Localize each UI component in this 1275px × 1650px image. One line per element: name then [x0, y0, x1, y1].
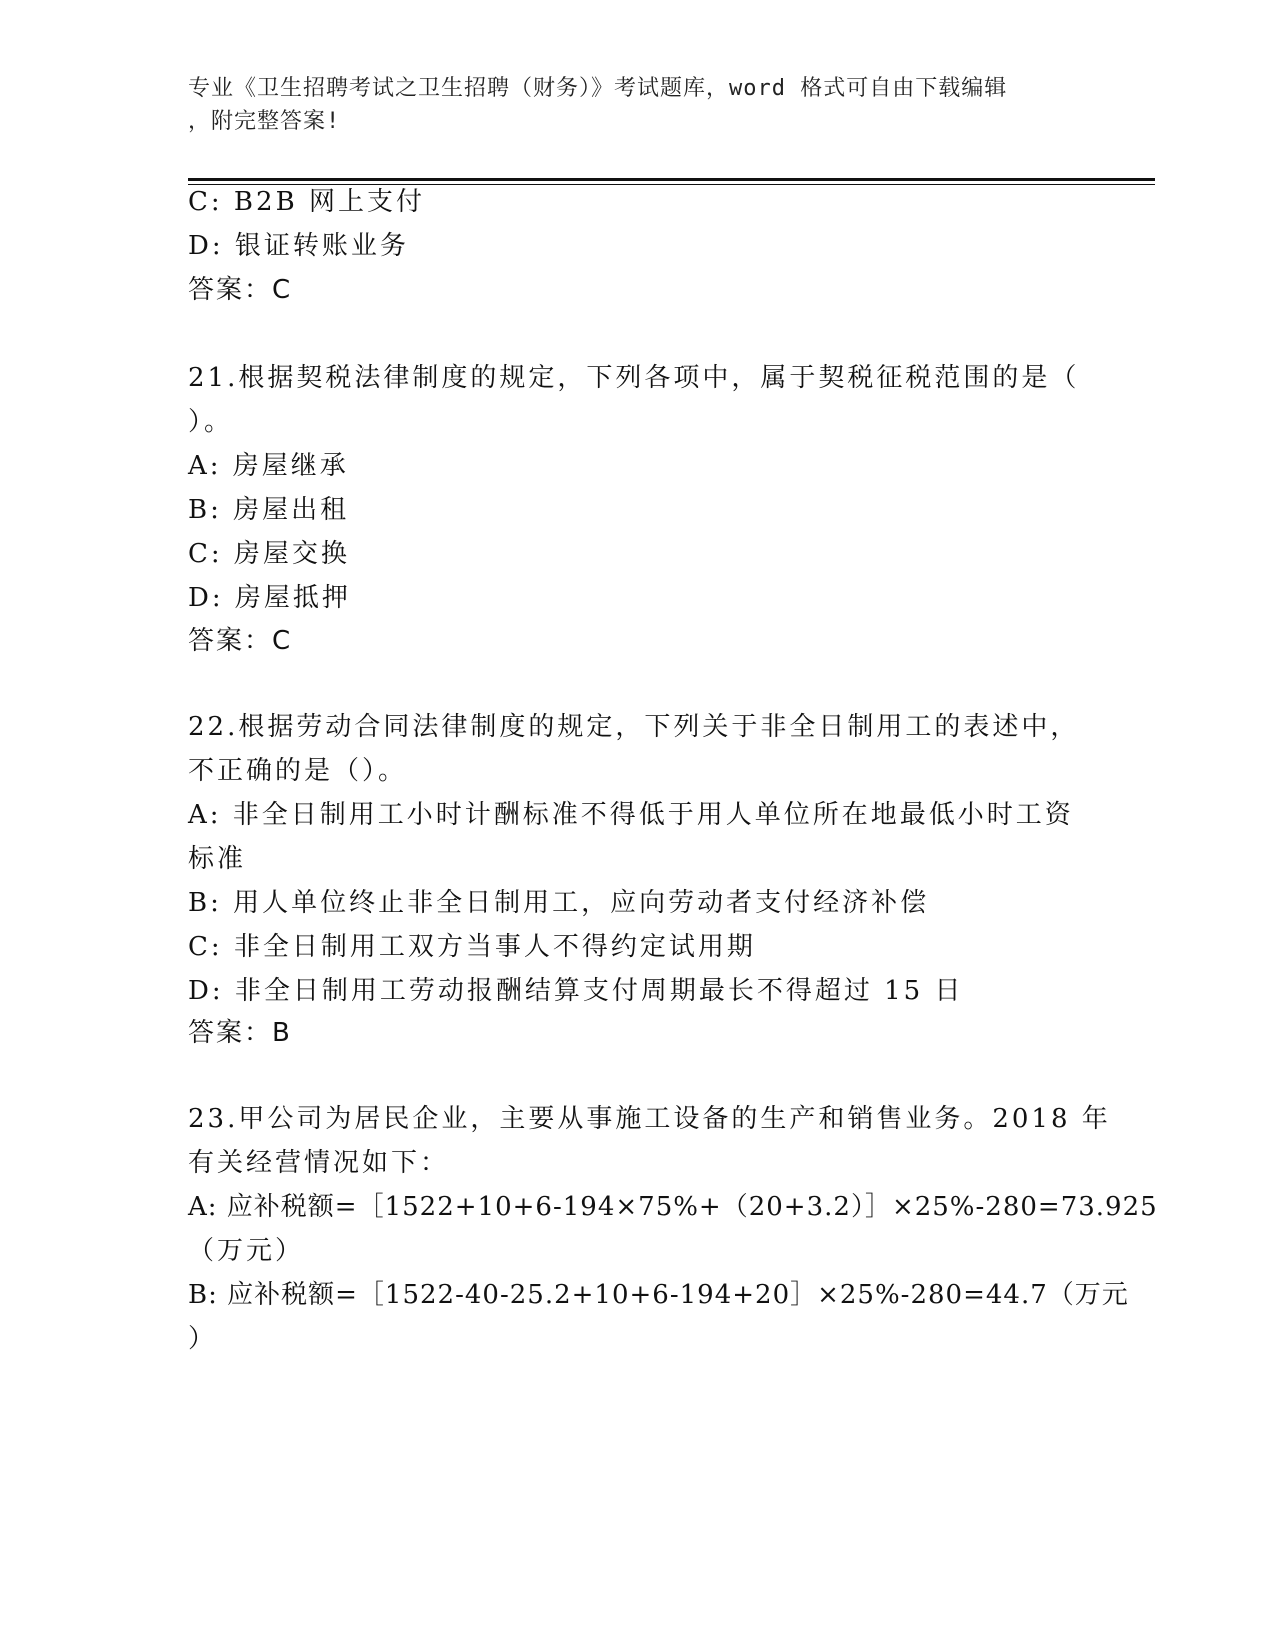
q23-option-b-line-2: ）	[188, 1324, 218, 1354]
q21-option-d: D: 房屋抵押	[188, 583, 351, 613]
header-line-1: 专业《卫生招聘考试之卫生招聘（财务）》考试题库，word 格式可自由下载编辑	[188, 76, 1008, 101]
q21-stem-line-1: 21.根据契税法律制度的规定，下列各项中，属于契税征税范围的是（	[188, 363, 1080, 393]
header-divider-thick	[188, 178, 1155, 181]
q20-answer: 答案：C	[188, 275, 293, 305]
q22-stem-line-2: 不正确的是（）。	[188, 756, 408, 786]
document-header	[188, 72, 1068, 138]
header-line-2: ，附完整答案!	[188, 109, 341, 134]
q23-stem-line-2: 有关经营情况如下：	[188, 1148, 450, 1178]
q21-option-c: C: 房屋交换	[188, 539, 350, 569]
q21-stem-line-2: ）。	[188, 407, 234, 437]
q23-option-a-line-2: （万元）	[188, 1236, 305, 1266]
q23-option-b-line-1: B: 应补税额=［1522-40-25.2+10+6-194+20］×25%-280=44.7（万元	[188, 1280, 1129, 1310]
q21-answer: 答案：C	[188, 626, 293, 656]
q22-stem-line-1: 22.根据劳动合同法律制度的规定，下列关于非全日制用工的表述中，	[188, 712, 1080, 742]
q22-option-a-line-2: 标准	[188, 844, 247, 874]
q22-answer: 答案：B	[188, 1018, 292, 1048]
q20-option-c: C: B2B 网上支付	[188, 187, 425, 217]
q20-option-d: D: 银证转账业务	[188, 231, 409, 261]
q23-option-a-line-1: A: 应补税额=［1522+10+6-194×75%+（20+3.2）］×25%-280=73.925	[188, 1192, 1158, 1222]
q21-option-b: B: 房屋出租	[188, 495, 350, 525]
q22-option-c: C: 非全日制用工双方当事人不得约定试用期	[188, 932, 756, 962]
q22-option-a-line-1: A: 非全日制用工小时计酬标准不得低于用人单位所在地最低小时工资	[188, 800, 1074, 830]
q22-option-d: D: 非全日制用工劳动报酬结算支付周期最长不得超过 15 日	[188, 976, 964, 1006]
q23-stem-line-1: 23.甲公司为居民企业，主要从事施工设备的生产和销售业务。2018 年	[188, 1104, 1111, 1134]
q21-option-a: A: 房屋继承	[188, 451, 349, 481]
q22-option-b: B: 用人单位终止非全日制用工，应向劳动者支付经济补偿	[188, 888, 930, 918]
